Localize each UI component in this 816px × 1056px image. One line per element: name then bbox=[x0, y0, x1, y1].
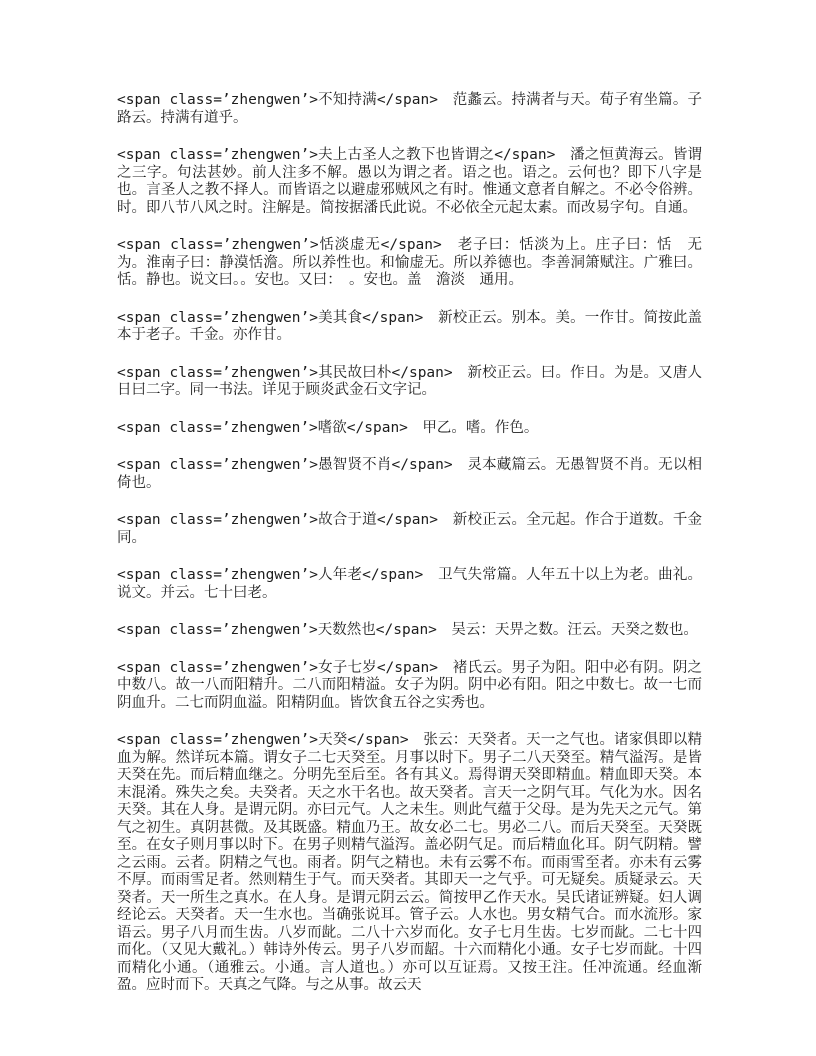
html-close-tag-text: </span> bbox=[362, 309, 424, 326]
zhengwen-heading-text: 女子七岁 bbox=[317, 659, 377, 676]
html-close-tag-text: </span> bbox=[391, 457, 453, 473]
zhengwen-heading-text: 故合于道 bbox=[317, 512, 377, 528]
zhengwen-heading-text: 天数然也 bbox=[317, 622, 376, 638]
commentary-text: 甲乙。嗜。作色。 bbox=[407, 419, 539, 436]
annotation-paragraph bbox=[117, 457, 702, 492]
html-open-tag-text: <span class=’zhengwen’> bbox=[117, 659, 318, 676]
commentary-text: 潘之恒黄海云。皆谓之三字。句法甚妙。前人注多不解。愚以为谓之者。语之也。语之。云何也？即下八字是也。言圣人之教不择人。而皆语之以避虚邪贼风之有时。惟通文意者自解之。不必令俗辨。时。即八节八风之时。注解是。简按据潘氏此说。不必依全元起太素。而改易字句。自通。 bbox=[117, 147, 703, 216]
html-open-tag-text: <span class=’zhengwen’> bbox=[117, 457, 318, 473]
html-open-tag-text: <span class=’zhengwen’> bbox=[117, 92, 318, 108]
annotation-paragraph bbox=[117, 420, 702, 438]
zhengwen-heading-text: 不知持满 bbox=[317, 92, 377, 108]
annotation-paragraph bbox=[117, 147, 702, 217]
html-open-tag-text: <span class=’zhengwen’> bbox=[117, 567, 318, 583]
commentary-text: 褚氏云。男子为阳。阳中必有阴。阴之中数八。故一八而阳精升。二八而阳精溢。女子为阴。阴中必有阳。阳之中数七。故一七而阴血升。二七而阴血溢。阳精阴血。皆饮食五谷之实秀也。 bbox=[117, 659, 703, 711]
commentary-text: 新校正云。别本。美。一作甘。简按此盖本于老子。千金。亦作甘。 bbox=[117, 309, 703, 343]
commentary-text: 老子曰：恬淡为上。庄子曰：恬 无为。淮南子曰：静漠恬澹。所以养性也。和愉虚无。所以养德也。李善洞箫赋注。广雅曰。恬。静也。说文曰。。安也。又曰： 。安也。盖 澹淡 通用。 bbox=[117, 237, 702, 288]
zhengwen-heading-text: 人年老 bbox=[317, 567, 363, 583]
html-close-tag-text: </span> bbox=[380, 237, 442, 253]
zhengwen-heading-text: 其民故曰朴 bbox=[317, 364, 392, 381]
html-open-tag-text: <span class=’zhengwen’> bbox=[117, 512, 318, 528]
zhengwen-heading-text: 嗜欲 bbox=[317, 419, 347, 436]
html-open-tag-text: <span class=’zhengwen’> bbox=[117, 147, 318, 163]
html-open-tag-text: <span class=’zhengwen’> bbox=[117, 309, 318, 326]
annotation-paragraph bbox=[117, 732, 702, 995]
html-close-tag-text: </span> bbox=[376, 92, 438, 108]
html-open-tag-text: <span class=’zhengwen’> bbox=[117, 364, 318, 381]
annotation-paragraph bbox=[117, 660, 702, 713]
commentary-text: 范蠡云。持满者与天。荀子宥坐篇。子路云。持满有道乎。 bbox=[117, 92, 703, 126]
document-page bbox=[117, 92, 702, 995]
html-close-tag-text: </span> bbox=[494, 147, 556, 163]
annotation-paragraph bbox=[117, 567, 702, 602]
html-open-tag-text: <span class=’zhengwen’> bbox=[117, 419, 318, 436]
html-open-tag-text: <span class=’zhengwen’> bbox=[117, 622, 318, 638]
commentary-text: 新校正云。曰。作日。为是。又唐人日曰二字。同一书法。详见于顾炎武金石文字记。 bbox=[117, 364, 703, 398]
zhengwen-heading-text: 夫上古圣人之教下也皆谓之 bbox=[317, 147, 495, 163]
zhengwen-heading-text: 愚智贤不肖 bbox=[317, 457, 392, 473]
annotation-paragraph bbox=[117, 365, 702, 400]
zhengwen-heading-text: 天癸 bbox=[317, 732, 348, 748]
zhengwen-heading-text: 美其食 bbox=[317, 309, 363, 326]
annotation-paragraph bbox=[117, 237, 702, 290]
html-close-tag-text: </span> bbox=[347, 732, 409, 748]
html-open-tag-text: <span class=’zhengwen’> bbox=[117, 237, 319, 253]
html-close-tag-text: </span> bbox=[375, 622, 437, 638]
annotation-paragraph bbox=[117, 310, 702, 345]
html-close-tag-text: </span> bbox=[391, 364, 453, 381]
annotation-paragraph bbox=[117, 92, 702, 127]
commentary-text: 灵本藏篇云。无愚智贤不肖。无以相倚也。 bbox=[117, 457, 703, 491]
commentary-text: 卫气失常篇。人年五十以上为老。曲礼。说文。并云。七十曰老。 bbox=[117, 567, 703, 601]
html-close-tag-text: </span> bbox=[376, 512, 438, 528]
commentary-text: 新校正云。全元起。作合于道数。千金同。 bbox=[117, 512, 703, 546]
annotation-paragraph bbox=[117, 512, 702, 547]
html-close-tag-text: </span> bbox=[346, 419, 408, 436]
annotation-paragraph bbox=[117, 622, 702, 640]
html-close-tag-text: </span> bbox=[362, 567, 424, 583]
commentary-text: 吴云：天畀之数。汪云。天癸之数也。 bbox=[436, 622, 698, 638]
html-open-tag-text: <span class=’zhengwen’> bbox=[117, 732, 318, 748]
zhengwen-heading-text: 恬淡虚无 bbox=[318, 237, 381, 253]
commentary-text: 张云：天癸者。天一之气也。诸家俱即以精血为解。然详玩本篇。谓女子二七天癸至。月事以时下。男子二八天癸至。精气溢泻。是皆天癸在先。而后精血继之。分明先至后至。各有其义。焉得谓天癸即精血。精血即天癸。本末混淆。殊失之矣。夫癸者。天之水干名也。故天癸者。言天一之阴气耳。气化为水。因名天癸。其在人身。是谓元阴。亦曰元气。人之未生。则此气蕴于父母。是为先天之元气。第气之初生。真阴甚微。及其既盛。精血乃王。故女必二七。男必二八。而后天癸至。天癸既至。在女子则月事以时下。在男子则精气溢泻。盖必阴气足。而后精血化耳。阴气阴精。譬之云雨。云者。阴精之气也。雨者。阴气之精也。未有云雾不布。而雨雪至者。亦未有云雾不厚。而雨雪足者。然则精生于气。而天癸者。其即天一之气乎。可无疑矣。质疑录云。天癸者。天一所生之真水。在人身。是谓元阴云云。简按甲乙作天水。吴氏诸证辨疑。妇人调经论云。天癸者。天一生水也。当确张说耳。管子云。人水也。男女精气合。而水流形。家语云。男子八月而生齿。八岁而龀。二八十六岁而化。女子七月生齿。七岁而龀。二七十四而化。（又见大戴礼。）韩诗外传云。男子八岁而龆。十六而精化小通。女子七岁而龀。十四而精化小通。（通雅云。小通。言人道也。）亦可以互证焉。又按王注。任冲流通。经血渐盈。应时而下。天真之气降。与之从事。故云天 bbox=[117, 732, 703, 993]
html-close-tag-text: </span> bbox=[376, 659, 438, 676]
